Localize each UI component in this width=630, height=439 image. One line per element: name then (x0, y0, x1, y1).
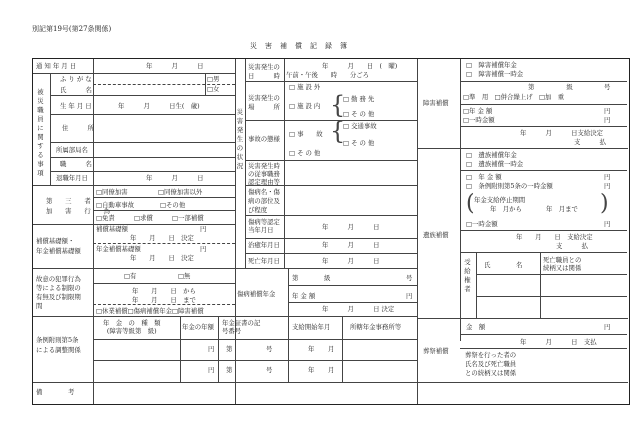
cure-date-label: 傷病等認定 当年月日 (248, 218, 280, 234)
adj-code-header: 所轄年金事務所等 (350, 323, 402, 331)
occur-date-label: 災害発生の 日 時 (248, 63, 280, 80)
base-salary-label: 補償基礎額・ 年金補償基礎額 (36, 237, 81, 255)
dis-lump-amount-checkbox[interactable]: □一時金額 (463, 116, 495, 124)
dis-annual-checkbox[interactable]: □年 金 額 (463, 107, 493, 115)
sur-decision-date: 年 月 日 支給決定 (516, 233, 593, 241)
dis-grade-go: 号 (604, 83, 611, 91)
place-inside-checkbox[interactable]: □ 施 設 内 (289, 102, 321, 110)
sur-lump-unit: 円 (604, 220, 611, 228)
sur-annual-checkbox[interactable]: □ 年 金 額 (466, 173, 502, 181)
place-bracket: { (330, 91, 346, 119)
victim-group-label: 被災職員に関する事項 (37, 88, 44, 177)
disability-label: 障害補償 (423, 99, 449, 107)
form-number: 別記第19号(第27条関係) (32, 25, 112, 33)
address-label: 住 所 (62, 124, 94, 132)
place-other-checkbox[interactable]: □ そ の 他 (343, 110, 375, 118)
base-amount-label: 補償基礎額 (96, 225, 128, 233)
sur-lump-amount-checkbox[interactable]: □一時金額 (466, 220, 498, 228)
crime-label: 故意の犯罪行為 等による制限の 有無及び制限期 間 (36, 275, 81, 310)
row1-go: 号 (266, 345, 273, 353)
retire-label: 退職年月日 (56, 174, 88, 182)
sur-pension-checkbox[interactable]: □ 遺族補償年金 (466, 151, 517, 159)
accident-label: 事故の態様 (248, 135, 280, 143)
pension-type-header: 年 金 の 種 類 (障害等級第 級) (103, 319, 161, 335)
third-party-label: 第 三 者 加 害 行 為 (46, 197, 110, 215)
heal-date-label: 治癒年月日 (248, 241, 280, 249)
notice-date-label: 通 知 年 月 日 (36, 62, 77, 70)
recipient-relation-header: 死亡職員との 続柄又は関係 (543, 256, 582, 272)
female-checkbox[interactable]: □女 (207, 85, 220, 93)
male-checkbox[interactable]: □男 (207, 75, 220, 83)
funeral-pay-date: 年 月 日 支払 (520, 338, 597, 346)
stop-bracket-left: ( (466, 191, 475, 216)
base-amount-date: 年 月 日 決定 (130, 234, 194, 242)
injury-label: 傷病名・傷 病の部位及 び程度 (248, 188, 280, 214)
tp-car-accident-checkbox[interactable]: □自動車事故 (96, 201, 134, 209)
pension-base-date: 年 月 日 決定 (130, 254, 194, 262)
sur-lump-checkbox[interactable]: □ 遺族補償一時金 (466, 160, 524, 168)
pension-base-label: 年金補償基礎額 (96, 245, 141, 253)
row2-dai: 第 (226, 366, 233, 374)
occur-place-label: 災害発生の 場 所 (248, 94, 280, 111)
retire-value: 年 月 日 (146, 174, 204, 182)
row2-yen: 円 (208, 366, 215, 374)
sick-grade-label: 第 級 (292, 274, 331, 282)
recipient-name-header: 氏 名 (484, 261, 523, 269)
place-outside-checkbox[interactable]: □ 施 設 外 (289, 83, 321, 91)
dis-lump-checkbox[interactable]: □ 障害補償一時金 (466, 70, 524, 78)
place-work-checkbox[interactable]: □ 勤 務 先 (343, 95, 375, 103)
tp-claim-checkbox[interactable]: □求償 (134, 214, 153, 222)
death-date-label: 死亡年月日 (248, 257, 280, 265)
pay-start-header: 支給開始年月 (292, 323, 331, 331)
dis-pay-label: 支 払 (574, 138, 606, 146)
sick-pension-label: 傷病補償年金 (237, 290, 276, 298)
name-label: 氏 名 (60, 86, 92, 94)
art5-label: 条例附則第5条 による調整関係 (36, 336, 81, 354)
crime-no-checkbox[interactable]: □無 (178, 272, 191, 280)
position-label: 職 名 (60, 160, 92, 168)
dis-lump-unit: 円 (604, 116, 611, 124)
stop-bracket-right: ) (600, 191, 609, 216)
sick-pension-amount-unit: 円 (406, 292, 413, 300)
row2-go: 号 (266, 366, 273, 374)
funeral-amount-unit: 円 (604, 323, 611, 331)
funeral-amount-label: 金 額 (466, 323, 486, 331)
dis-annual-unit: 円 (604, 107, 611, 115)
sick-pension-amount-label: 年 金 額 (292, 292, 316, 300)
traffic-accident-checkbox[interactable]: □ 交通事故 (343, 122, 377, 130)
row2-year: 年 (308, 366, 315, 374)
pension-amount-header: 年金の年額 (182, 323, 214, 331)
funeral-label: 葬祭補償 (423, 347, 449, 355)
heal-date-value: 年 月 日 (322, 241, 380, 249)
sur-stop-label: 年金支給停止期間 (474, 196, 526, 204)
row1-month: 月 (328, 345, 335, 353)
tp-partial-checkbox[interactable]: □一部補償 (172, 214, 204, 222)
sur-stop-to: 年 月まで (546, 205, 578, 213)
crime-options[interactable]: □休業補償□傷病補償年金□障害補償 (96, 307, 204, 315)
occur-date-value: 年 月 日 ( 曜) (322, 62, 398, 70)
tp-exempt-checkbox[interactable]: □免責 (96, 214, 115, 222)
sur-stop-from: 年 月から (490, 205, 522, 213)
tp-other-checkbox[interactable]: □その他 (160, 201, 186, 209)
birth-label: 生 年 月 日 (60, 102, 92, 110)
crime-to: 年 月 日 まで (132, 296, 196, 304)
row1-yen: 円 (208, 345, 215, 353)
cert-no-header: 年金証書の記 号番号 (222, 319, 261, 335)
sick-grade-go: 号 (406, 274, 413, 282)
death-date-value: 年 月 日 (322, 257, 380, 265)
accident-other-checkbox[interactable]: □ そ の 他 (289, 149, 321, 157)
pension-base-unit: 円 (200, 245, 207, 253)
accident-bracket: { (330, 117, 346, 145)
sur-art5-checkbox[interactable]: □ 条例附則第5条の一時金額 (466, 182, 553, 190)
sick-pension-decision: 年 月 日 決定 (322, 305, 395, 313)
duty-label: 災害発生時 の従事職務 認定理由等 (248, 162, 280, 186)
recipient-label: 受給権者 (464, 258, 471, 293)
sur-pay-label: 支 払 (556, 242, 588, 250)
accident-checkbox[interactable]: □ 事 故 (289, 130, 323, 138)
dept-label: 所属部局名 (56, 146, 88, 154)
occur-time-value: 午前・午後 時 分ごろ (286, 71, 370, 79)
dis-kinds-options[interactable]: □準 用 □併合繰上げ □加 重 (463, 93, 565, 101)
survivor-label: 遺族補償 (423, 231, 449, 239)
page-title: 災 害 補 償 記 録 簿 (250, 42, 348, 50)
furigana-label: ふ り が な (60, 75, 92, 83)
accident-sub-other-checkbox[interactable]: □ そ の 他 (343, 139, 375, 147)
birth-value: 年 月 日生( 歳) (118, 102, 200, 110)
dis-pension-checkbox[interactable]: □ 障害補償年金 (466, 61, 517, 69)
funeral-person-label: 葬祭を行った者の 氏名及び死亡職員 との続柄又は関係 (465, 351, 517, 377)
dis-decision-date: 年 月 日支給決定 (520, 129, 604, 137)
occurrence-group-label: 災害発生の状況 (236, 108, 244, 170)
remarks-label: 備 考 (36, 388, 75, 396)
tp-colleague-checkbox[interactable]: □同僚加害 (96, 188, 128, 196)
cure-date-value: 年 月 日 (322, 223, 380, 231)
row1-dai: 第 (226, 345, 233, 353)
dis-grade-label: 第 級 (528, 83, 573, 91)
base-amount-unit: 円 (200, 225, 207, 233)
row2-month: 月 (328, 366, 335, 374)
row1-year: 年 (308, 345, 315, 353)
sur-art5-unit: 円 (604, 182, 611, 190)
notice-date-value: 年 月 日 (146, 62, 204, 70)
crime-yes-checkbox[interactable]: □有 (124, 272, 137, 280)
crime-from: 年 月 日 から (132, 287, 196, 295)
sur-annual-unit: 円 (604, 173, 611, 181)
tp-other-colleague-checkbox[interactable]: □同僚加害以外 (158, 188, 203, 196)
